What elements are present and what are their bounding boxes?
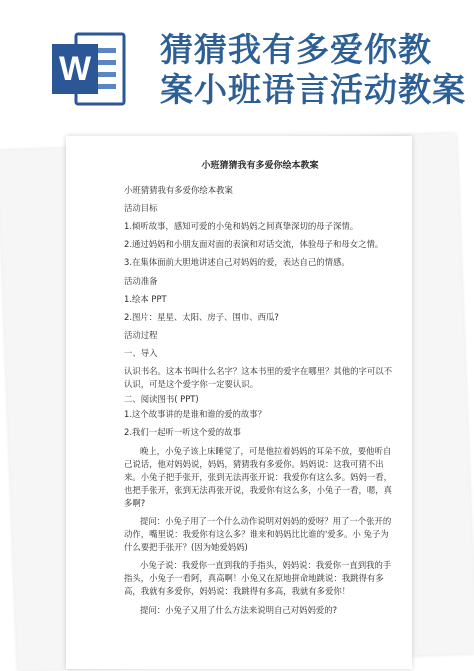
doc-paragraph: 小班猜猜我有多爱你绘本教案 (124, 185, 233, 196)
doc-paragraph: 活动目标 (124, 203, 158, 214)
doc-paragraph: 2.通过妈妈和小朋友面对面的表演和对话交流，体验母子和母女之情。 (124, 239, 384, 250)
word-document-icon (50, 30, 128, 108)
doc-paragraph: 一、导入 (124, 347, 158, 358)
doc-paragraph: 晚上，小兔子该上床睡觉了，可是他拉着妈妈的耳朵不放，要他听自己说话，他对妈妈说，妈妈，猜猜我有多爱你。妈妈说：这我可猜不出来。小兔子把手张开，张到无法再张开说：我爱你有这么多。妈妈一看，也把手张开，张到无法再张开说，我爱你有这么多，小兔子一看，嗯，真多啊? (124, 445, 392, 508)
word-icon-letter: W (58, 50, 92, 88)
banner-title-line-2: 案小班语言活动教案 (160, 70, 466, 109)
doc-paragraph: 2.图片：星星、太阳、房子、围巾、西瓜? (124, 311, 279, 322)
doc-paragraph: 1.绘本 PPT (124, 293, 167, 304)
banner-title-line-1: 猜猜我有多爱你教 (160, 30, 432, 69)
header-banner (0, 0, 474, 128)
doc-paragraph: 活动过程 (124, 329, 158, 340)
doc-paragraph: 提问：小兔子又用了什么方法来说明自己对妈妈爱的? (140, 604, 338, 615)
doc-paragraph: 二、阅读图书( PPT) (124, 394, 199, 405)
document-title: 小班猜猜我有多爱你绘本教案 (201, 161, 319, 171)
document-page (66, 136, 412, 669)
doc-paragraph: 提问：小兔子用了一个什么动作说明对妈妈的爱呀？用了一个张开的动作，嘴里说：我爱你有这么多？谁来和妈妈比比谁的'爱多。小 兔子为什么要把手张开？(因为她爱妈妈) (124, 515, 392, 553)
doc-paragraph: 3.在集体面前大胆地讲述自己对妈妈的爱，表达自己的情感。 (124, 257, 350, 268)
doc-paragraph: 1.倾听故事，感知可爱的小兔和妈妈之间真挚深切的母子深情。 (124, 221, 359, 232)
doc-paragraph: 1.这个故事讲的是谁和谁的爱的故事？ (124, 409, 266, 420)
doc-paragraph: 小兔子说：我爱你一直到我的手指头，妈妈说：我爱你一直到我的手指头，小兔子一看阿，真高啊！小兔又在原地拼命地跳说：我跳得有多高，我就有多爱你，妈妈说：我跳得有多高，我就有多爱你！ (124, 560, 392, 597)
doc-paragraph: 2.我们一起听一听这个爱的故事 (124, 427, 241, 438)
doc-paragraph: 认识书名。这本书叫什么名字？这本书里的爱字在哪里？其他的字可以不认识，可是这个爱字你一定要认识。 (124, 366, 392, 390)
doc-paragraph: 活动准备 (124, 275, 158, 286)
document-content (124, 160, 396, 622)
